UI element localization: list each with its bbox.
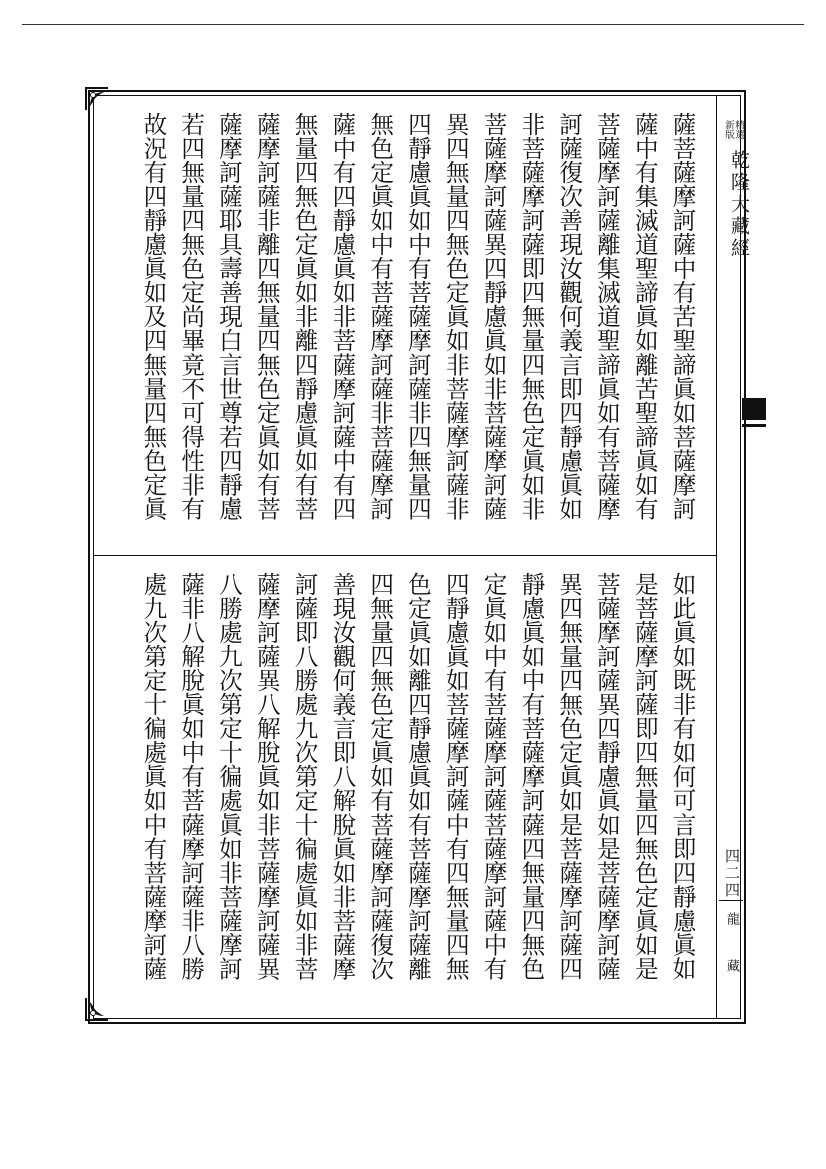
collection-title: 乾隆大藏經: [728, 150, 750, 260]
text-column: 故況有四靜慮眞如及四無量四無色定眞: [139, 112, 168, 521]
header-label-bottom: 新版: [723, 120, 734, 139]
text-column: 訶薩即八勝處九次第定十徧處眞如非菩: [290, 572, 319, 981]
text-column: 四靜慮眞如菩薩摩訶薩中有四無量四無: [441, 572, 470, 981]
publisher-mark: 龍藏: [724, 912, 739, 1006]
text-column: 四無量四無色定眞如有菩薩摩訶薩復次: [366, 572, 395, 981]
text-column: 若四無量四無色定尚畢竟不可得性非有: [177, 112, 206, 521]
text-column: 訶薩復次善現汝觀何義言即四靜慮眞如: [555, 112, 584, 521]
top-rule: [22, 24, 804, 25]
text-column: 菩薩摩訶薩離集滅道聖諦眞如有菩薩摩: [592, 112, 621, 521]
margin-band-divider: [716, 95, 717, 1019]
text-column: 是菩薩摩訶薩即四無量四無色定眞如是: [630, 572, 659, 981]
text-column: 異四無量四無色定眞如是菩薩摩訶薩四: [555, 572, 584, 981]
corner-ornament-icon: [84, 996, 110, 1022]
header-label-top: 精選: [733, 120, 744, 139]
text-column: 靜慮眞如中有菩薩摩訶薩四無量四無色: [517, 572, 546, 981]
text-column: 薩中有集滅道聖諦眞如離苦聖諦眞如有: [630, 112, 659, 521]
text-column: 處九次第定十徧處眞如中有菩薩摩訶薩: [139, 572, 168, 981]
page-number: 四二四: [723, 848, 741, 899]
text-column: 薩摩訶薩異八解脫眞如非菩薩摩訶薩異: [252, 572, 281, 981]
text-column: 非菩薩摩訶薩即四無量四無色定眞如非: [517, 112, 546, 521]
corner-ornament-icon: [84, 86, 110, 112]
text-column: 善現汝觀何義言即八解脫眞如非菩薩摩: [328, 572, 357, 981]
text-column: 菩薩摩訶薩異四靜慮眞如非菩薩摩訶薩: [479, 112, 508, 521]
edge-tab-mark: [742, 398, 766, 420]
edge-tab-mark: [742, 424, 766, 427]
text-column: 八勝處九次第定十徧處眞如非菩薩摩訶: [214, 572, 243, 981]
text-column: 異四無量四無色定眞如非菩薩摩訶薩非: [441, 112, 470, 521]
text-column: 薩非八解脫眞如中有菩薩摩訶薩非八勝: [177, 572, 206, 981]
text-column: 薩摩訶薩非離四無量四無色定眞如有菩: [252, 112, 281, 521]
text-column: 薩摩訶薩耶具壽善現白言世尊若四靜慮: [214, 112, 243, 521]
text-column: 如此眞如既非有如何可言即四靜慮眞如: [668, 572, 697, 981]
text-column: 定眞如中有菩薩摩訶薩菩薩摩訶薩中有: [479, 572, 508, 981]
text-column: 四靜慮眞如中有菩薩摩訶薩非四無量四: [403, 112, 432, 521]
text-column: 薩菩薩摩訶薩中有苦聖諦眞如菩薩摩訶: [668, 112, 697, 521]
text-column: 色定眞如離四靜慮眞如有菩薩摩訶薩離: [403, 572, 432, 981]
text-column: 無量四無色定眞如非離四靜慮眞如有菩: [290, 112, 319, 521]
text-column: 菩薩摩訶薩異四靜慮眞如是菩薩摩訶薩: [592, 572, 621, 981]
text-column: 薩中有四靜慮眞如非菩薩摩訶薩中有四: [328, 112, 357, 521]
register-divider: [93, 555, 716, 556]
text-column: 無色定眞如中有菩薩摩訶薩非菩薩摩訶: [366, 112, 395, 521]
